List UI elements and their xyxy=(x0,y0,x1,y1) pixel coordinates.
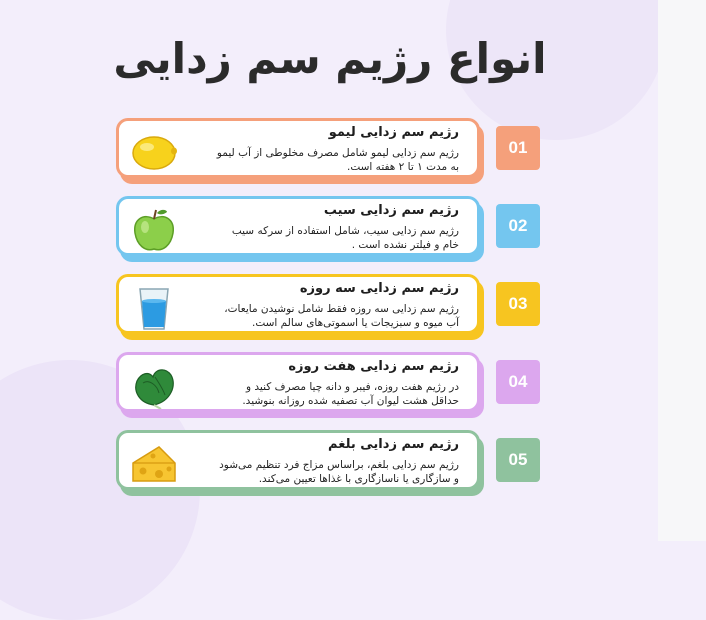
water-glass-icon xyxy=(129,285,179,331)
card-description: رژیم سم زدایی لیمو شامل مصرف مخلوطی از آب لیمو به مدت ۱ تا ۲ هفته است. xyxy=(216,147,459,173)
side-strip xyxy=(658,0,706,541)
card-title: رژیم سم زدایی سه روزه xyxy=(299,281,459,296)
lemon-icon xyxy=(129,129,179,175)
list-item xyxy=(116,274,540,340)
card-title: رژیم سم زدایی هفت روزه xyxy=(288,359,459,374)
item-number-badge: 03 xyxy=(496,282,540,326)
item-number-badge: 02 xyxy=(496,204,540,248)
cheese-icon xyxy=(129,441,179,487)
list-item xyxy=(116,430,540,496)
apple-icon xyxy=(129,207,179,253)
item-number-badge: 01 xyxy=(496,126,540,170)
spinach-icon xyxy=(129,363,179,409)
item-number-badge: 05 xyxy=(496,438,540,482)
card-description: رژیم سم زدایی سه روزه فقط شامل نوشیدن مایعات، آب میوه و سبزیجات یا اسموتی‌های سالم است. xyxy=(224,303,459,329)
card-title: رژیم سم زدایی بلغم xyxy=(328,437,459,452)
card-title: رژیم سم زدایی سیب xyxy=(323,203,459,218)
card-title: رژیم سم زدایی لیمو xyxy=(328,125,459,140)
card-description: در رژیم هفت روزه، فیبر و دانه چیا مصرف کنید و حداقل هشت لیوان آب تصفیه شده روزانه بنوشید. xyxy=(242,381,459,407)
list-item xyxy=(116,352,540,418)
item-card xyxy=(116,430,480,490)
item-card xyxy=(116,118,480,178)
list-item xyxy=(116,196,540,262)
page-title: انواع رژیم سم زدایی xyxy=(113,34,547,83)
item-card xyxy=(116,196,480,256)
item-card xyxy=(116,274,480,334)
card-description: رژیم سم زدایی سیب، شامل استفاده از سرکه سیب خام و فیلتر نشده است . xyxy=(231,225,459,251)
list-item xyxy=(116,118,540,184)
item-number-badge: 04 xyxy=(496,360,540,404)
item-card xyxy=(116,352,480,412)
card-description: رژیم سم زدایی بلغم، براساس مزاج فرد تنظیم می‌شود و سازگاری یا ناسازگاری با غذاها تعیین می‌کند. xyxy=(219,459,459,485)
